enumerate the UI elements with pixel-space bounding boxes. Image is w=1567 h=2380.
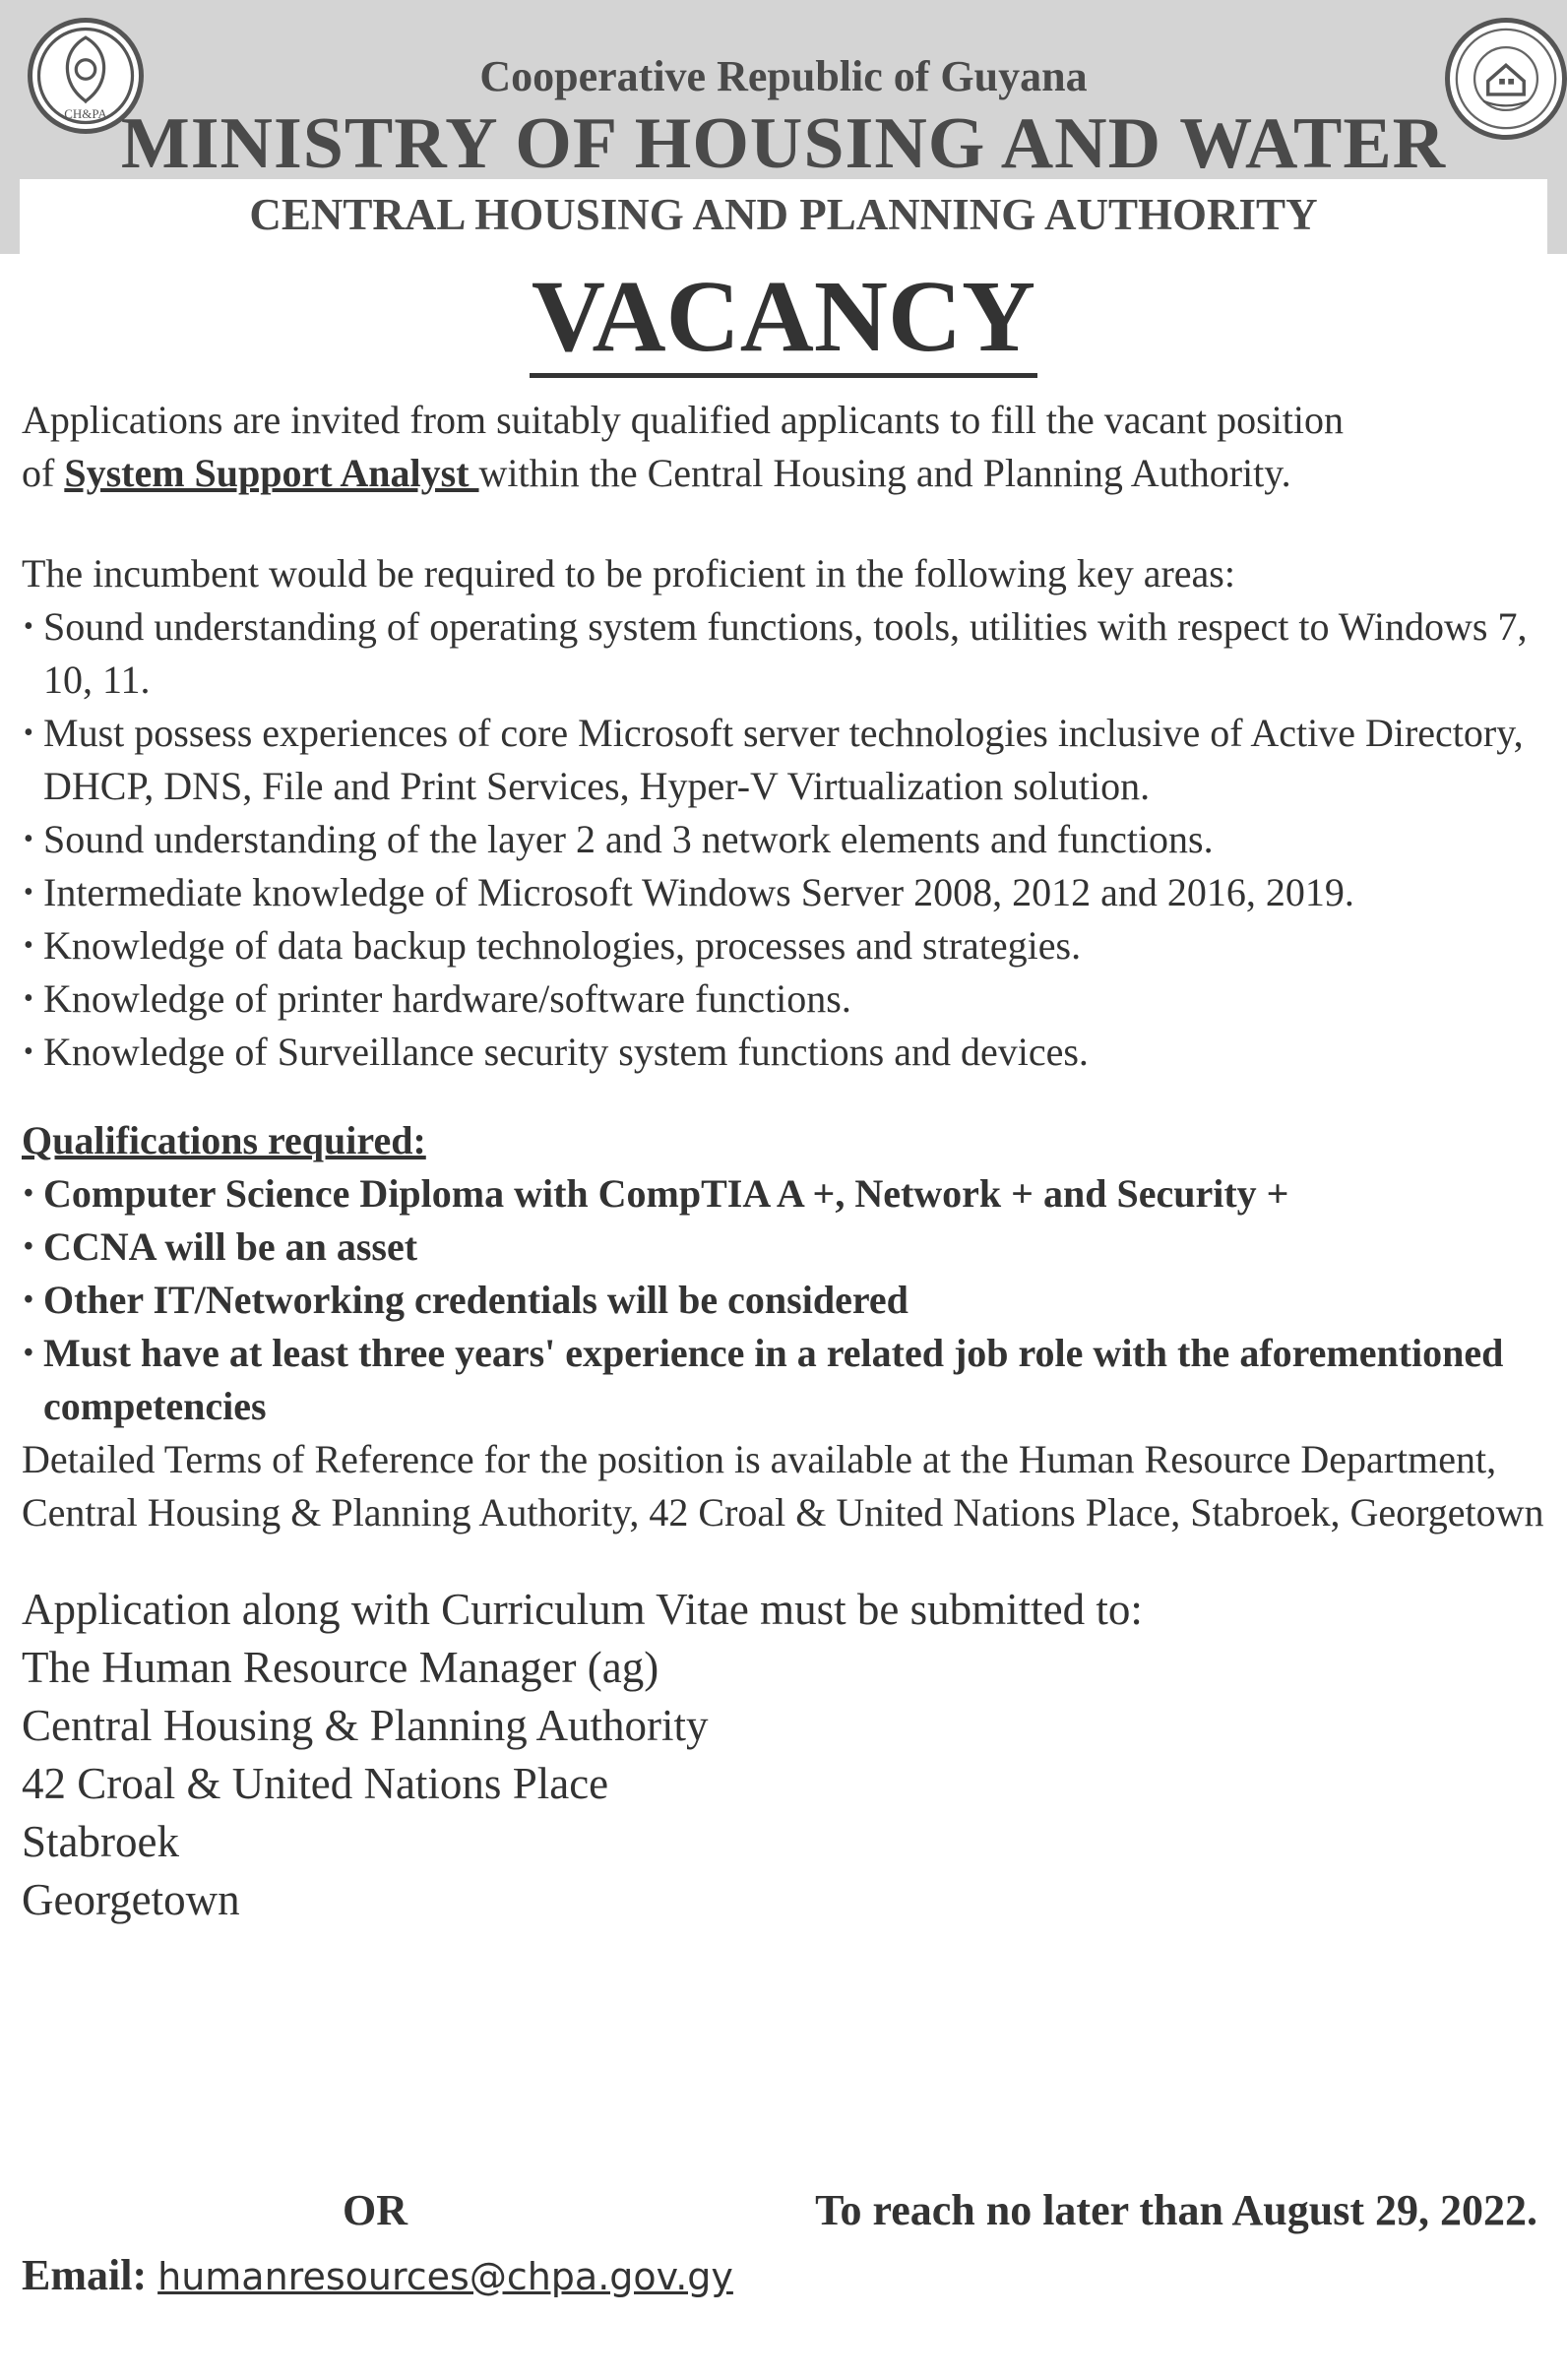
qualifications-title: Qualifications required: xyxy=(22,1118,426,1162)
list-item: • Other IT/Networking credentials will be considered xyxy=(24,1278,909,1322)
key-areas-list xyxy=(22,600,1557,1079)
list-item: • Intermediate knowledge of Microsoft Windows Server 2008, 2012 and 2016, 2019. xyxy=(24,870,1354,914)
vacancy-title-text: VACANCY xyxy=(530,260,1037,378)
list-item: • CCNA will be an asset xyxy=(24,1224,418,1269)
country-name: Cooperative Republic of Guyana xyxy=(479,52,1088,100)
position-title: System Support Analyst xyxy=(64,451,479,495)
submission-block xyxy=(22,1581,1557,1929)
intro-line-1: Applications are invited from suitably qualified applicants to fill the vacant position xyxy=(22,398,1345,442)
intro-paragraph xyxy=(22,394,1557,500)
address-line: 42 Croal & United Nations Place xyxy=(22,1759,609,1808)
vacancy-title xyxy=(0,258,1567,375)
intro-pre: of xyxy=(22,451,65,495)
or-label: OR xyxy=(343,2186,407,2234)
deadline-text: To reach no later than August 29, 2022. xyxy=(815,2186,1537,2234)
logo-lettering: CH&PA xyxy=(64,106,107,122)
address-line: The Human Resource Manager (ag) xyxy=(22,1643,659,1692)
email-label: Email: xyxy=(22,2251,148,2299)
list-item: • Sound understanding of the layer 2 and 3 network elements and functions. xyxy=(24,817,1214,861)
email-line xyxy=(22,2250,733,2300)
list-item: • Knowledge of data backup technologies, processes and strategies. xyxy=(24,923,1082,968)
list-item: • Knowledge of printer hardware/software functions. xyxy=(24,976,851,1021)
email-link[interactable]: humanresources@chpa.gov.gy xyxy=(157,2255,733,2298)
address-line: Central Housing & Planning Authority xyxy=(22,1701,709,1750)
ministry-name: MINISTRY OF HOUSING AND WATER xyxy=(120,103,1447,184)
address-line: Georgetown xyxy=(22,1875,240,1924)
qualifications-list xyxy=(22,1167,1557,1433)
list-item: • Must have at least three years' experience in a related job role with the aforementioned competencies xyxy=(24,1331,1504,1428)
intro-post: within the Central Housing and Planning Authority. xyxy=(478,451,1291,495)
address-line: Stabroek xyxy=(22,1817,179,1866)
notice-content xyxy=(22,394,1557,1929)
list-item: • Must possess experiences of core Microsoft server technologies inclusive of Active Directory, DHCP, DNS, File and Print Services, Hyper-V Virtualization solution. xyxy=(24,711,1524,808)
authority-name: CENTRAL HOUSING AND PLANNING AUTHORITY xyxy=(249,190,1318,239)
key-areas-lead: The incumbent would be required to be proficient in the following key areas: xyxy=(22,551,1235,595)
footer xyxy=(22,2185,1547,2303)
terms-paragraph: Detailed Terms of Reference for the position is available at the Human Resource Department, Central Housing & Planning Authority, 42 Croal & United Nations Place, Stabroek, Georgetown xyxy=(22,1437,1544,1534)
list-item: • Computer Science Diploma with CompTIA A +, Network + and Security + xyxy=(24,1171,1289,1216)
submission-lead: Application along with Curriculum Vitae must be submitted to: xyxy=(22,1585,1143,1634)
list-item: • Knowledge of Surveillance security system functions and devices. xyxy=(24,1030,1089,1074)
list-item: • Sound understanding of operating system functions, tools, utilities with respect to Windows 7, 10, 11. xyxy=(24,604,1528,702)
